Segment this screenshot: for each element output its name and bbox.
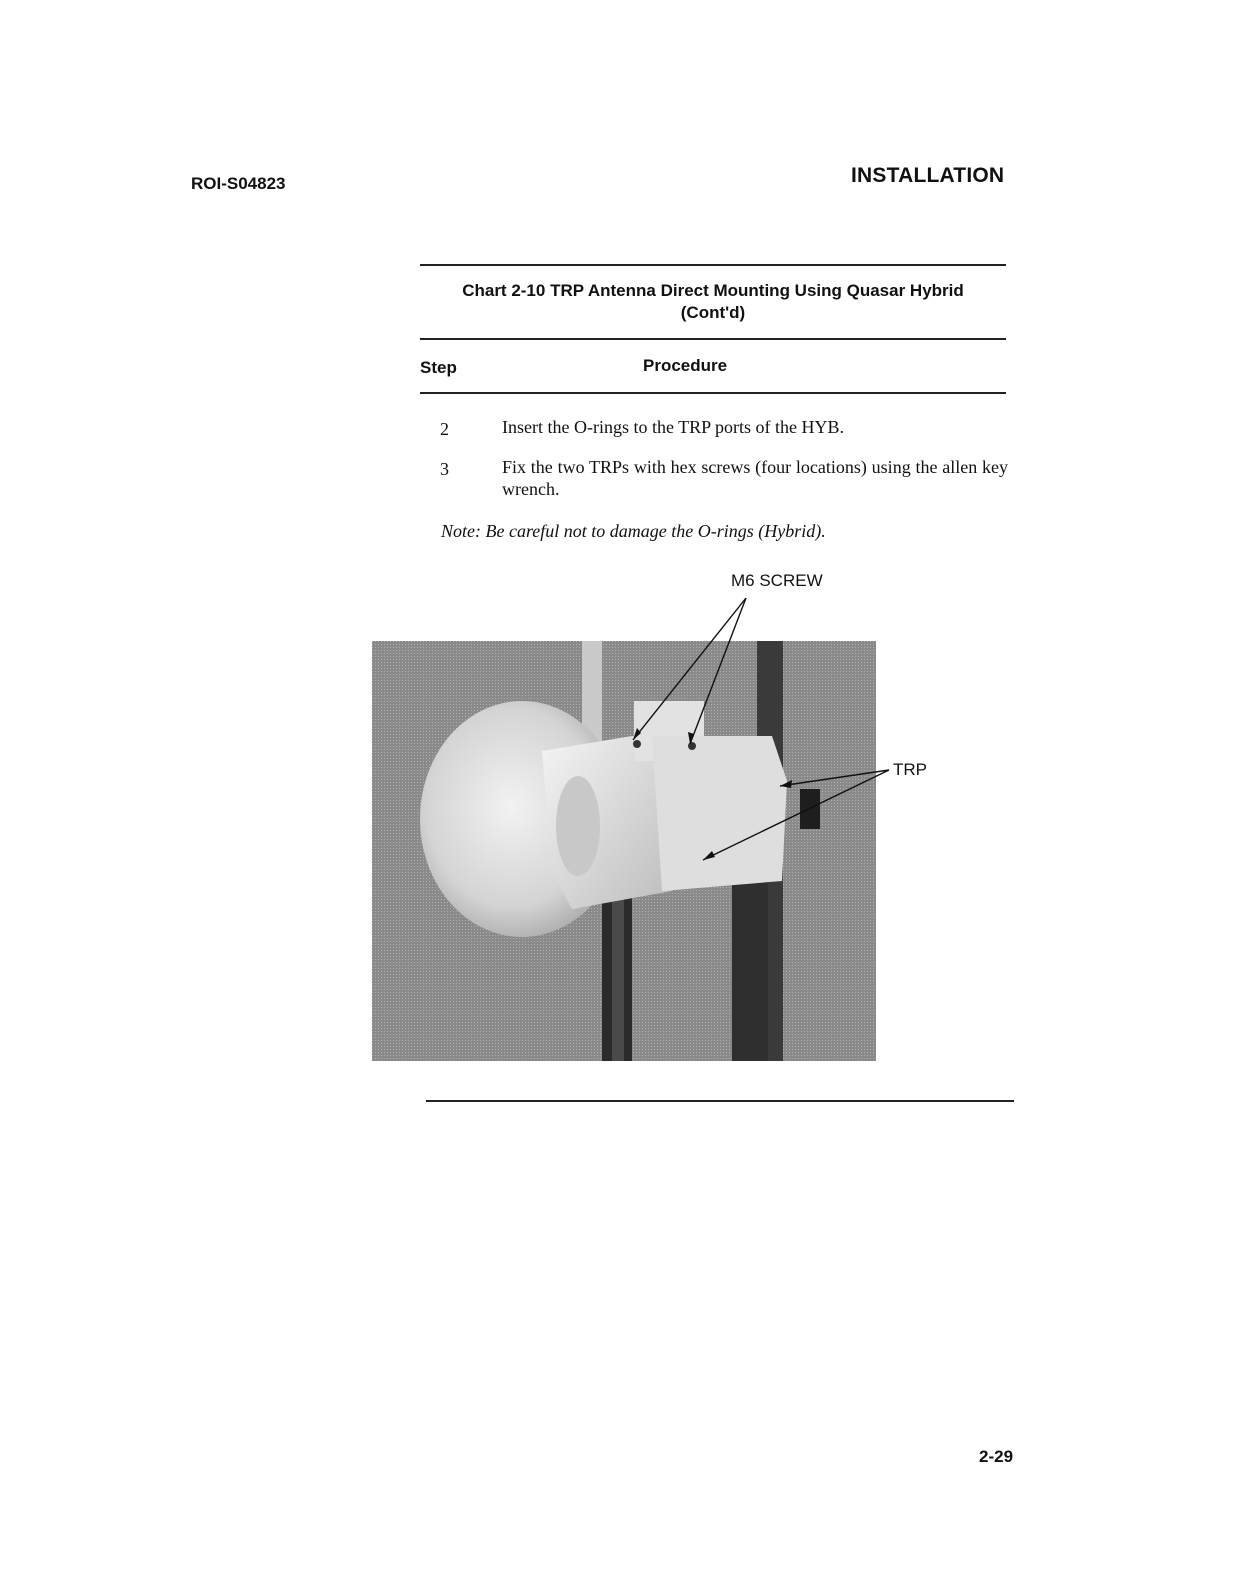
page-number: 2-29 [979, 1447, 1014, 1466]
step-number: 3 [440, 459, 449, 479]
chart-title-line2: (Cont'd) [680, 303, 746, 322]
label-m6-screw: M6 SCREW [731, 571, 823, 590]
step-number: 2 [440, 419, 449, 439]
section-title: INSTALLATION [851, 164, 1005, 187]
column-header-procedure: Procedure [643, 356, 728, 375]
chart-title-line1: Chart 2-10 TRP Antenna Direct Mounting Using Quasar Hybrid [462, 281, 964, 300]
divider [426, 1100, 1014, 1102]
note: Note: Be careful not to damage the O-rings (Hybrid). [441, 521, 826, 541]
label-trp: TRP [893, 760, 927, 779]
step-text: Insert the O-rings to the TRP ports of the HYB. [502, 417, 844, 437]
column-header-step: Step [420, 358, 457, 377]
step-text: Fix the two TRPs with hex screws (four locations) using the allen key wrench. [502, 457, 1008, 499]
document-id: ROI-S04823 [191, 174, 286, 193]
